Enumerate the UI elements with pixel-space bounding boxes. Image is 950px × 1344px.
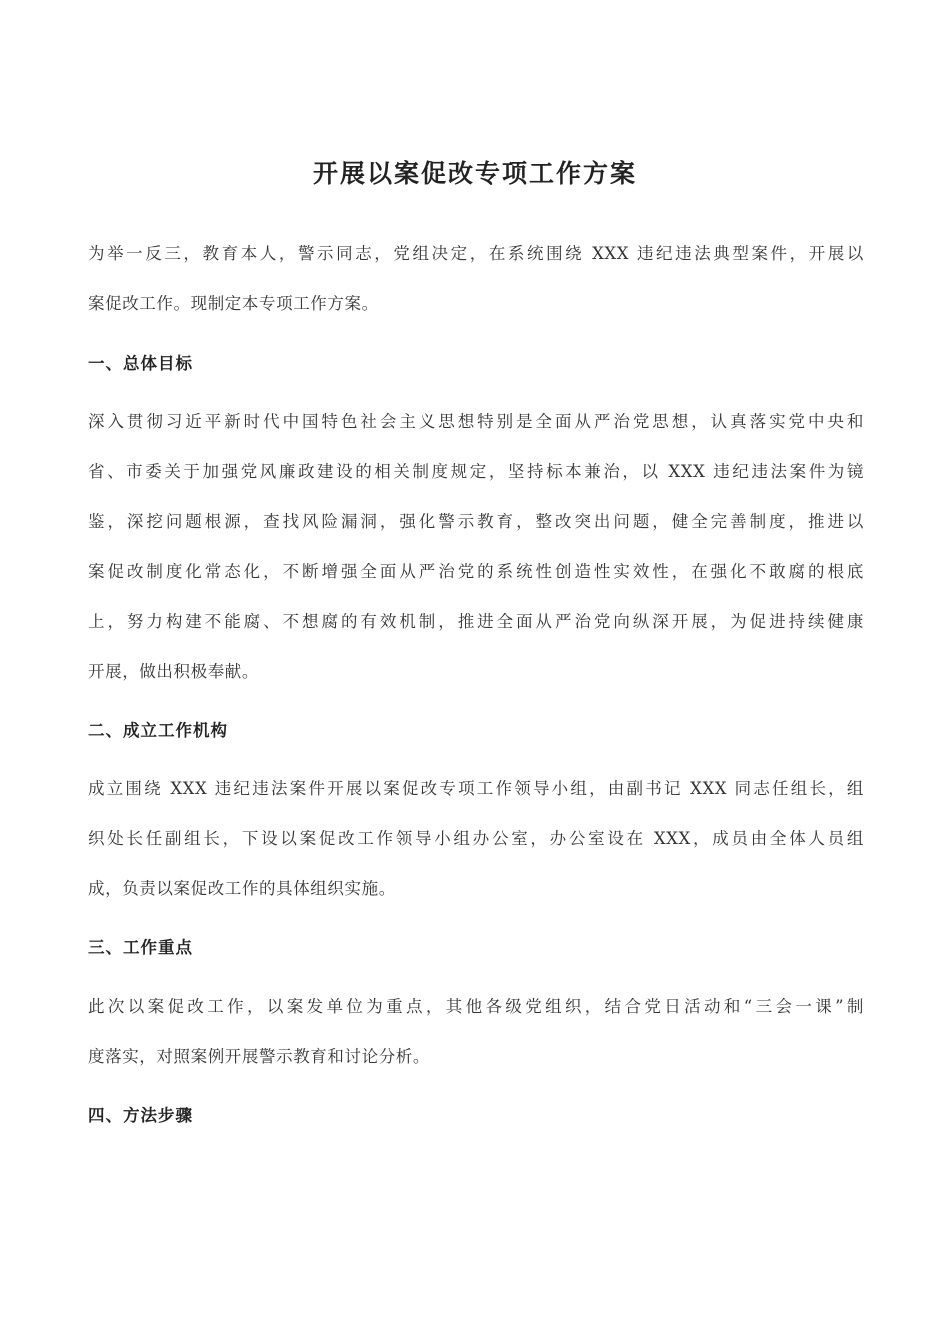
section-heading-goals: 一、总体目标 xyxy=(88,354,193,373)
section-heading-organization: 二、成立工作机构 xyxy=(88,721,228,740)
paragraph-line: 织处长任副组长，下设以案促改工作领导小组办公室，办公室设在 XXX，成员由全体人员组 xyxy=(88,829,864,848)
document-title: 开展以案促改专项工作方案 xyxy=(312,159,637,188)
intro-paragraph xyxy=(88,229,864,329)
section-heading-steps: 四、方法步骤 xyxy=(88,1106,193,1125)
paragraph-line: 案促改工作。现制定本专项工作方案。 xyxy=(88,294,379,313)
section-paragraph-goals xyxy=(88,397,864,697)
paragraph-line: 省、市委关于加强党风廉政建设的相关制度规定，坚持标本兼治，以 XXX 违纪违法案件为镜 xyxy=(88,462,864,481)
section-paragraph-focus xyxy=(88,982,864,1082)
section-heading-focus: 三、工作重点 xyxy=(88,938,193,957)
paragraph-line: 鉴，深挖问题根源，查找风险漏洞，强化警示教育，整改突出问题，健全完善制度，推进以 xyxy=(88,512,864,531)
paragraph-line: 成，负责以案促改工作的具体组织实施。 xyxy=(88,879,396,898)
paragraph-line: 上，努力构建不能腐、不想腐的有效机制，推进全面从严治党向纵深开展，为促进持续健康 xyxy=(88,612,864,631)
paragraph-line: 为举一反三，教育本人，警示同志，党组决定，在系统围绕 XXX 违纪违法典型案件，开展以 xyxy=(88,244,864,263)
paragraph-line: 此次以案促改工作，以案发单位为重点，其他各级党组织，结合党日活动和“三会一课”制 xyxy=(88,997,864,1016)
paragraph-line: 深入贯彻习近平新时代中国特色社会主义思想特别是全面从严治党思想，认真落实党中央和 xyxy=(88,412,864,431)
section-paragraph-organization xyxy=(88,764,864,914)
paragraph-line: 案促改制度化常态化，不断增强全面从严治党的系统性创造性实效性，在强化不敢腐的根底 xyxy=(88,562,864,581)
paragraph-line: 度落实，对照案例开展警示教育和讨论分析。 xyxy=(88,1047,430,1066)
paragraph-line: 成立围绕 XXX 违纪违法案件开展以案促改专项工作领导小组，由副书记 XXX 同志任组长，组 xyxy=(88,779,864,798)
paragraph-line: 开展，做出积极奉献。 xyxy=(88,662,259,681)
